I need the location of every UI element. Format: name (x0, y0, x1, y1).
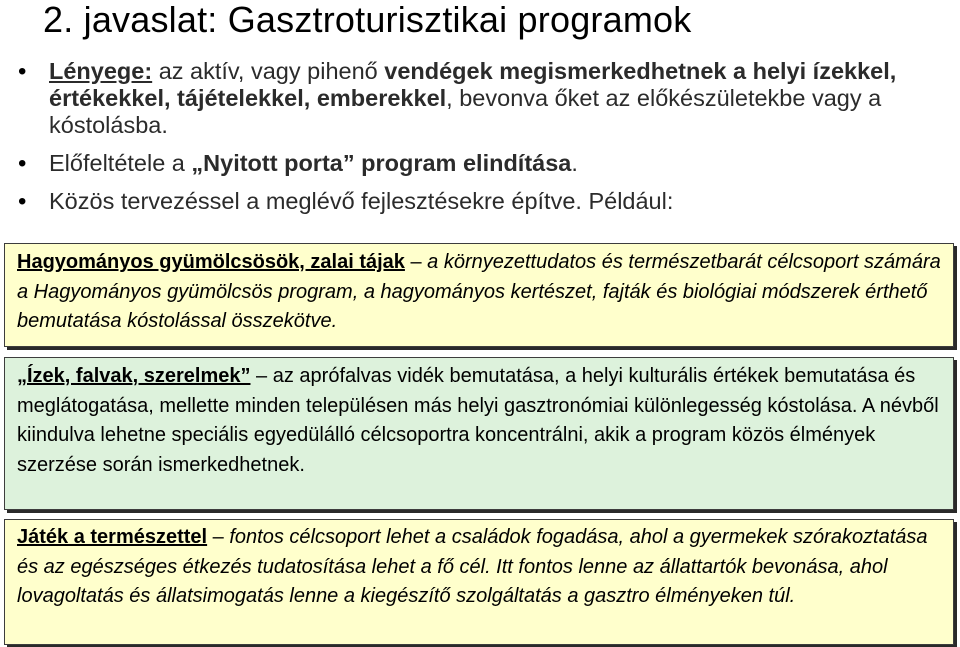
bullet-text: . (571, 150, 578, 176)
bullet-lead-label: Lényege: (49, 58, 153, 84)
program-dash: – (250, 365, 273, 387)
program-box-nature-play (4, 519, 954, 645)
bullet-list (18, 58, 943, 215)
program-title: Hagyományos gyümölcsösök, zalai tájak (17, 251, 405, 273)
bullet-highlight: „Nyitott porta (191, 150, 343, 176)
bullet-planning (18, 188, 943, 215)
program-title: „Ízek, falvak, szerelmek” (17, 365, 251, 387)
bullet-highlight: vendégek megismerkedhetnek a helyi ízekkel, értékekkel, tájételekkel, emberekkel (49, 58, 897, 111)
bullet-text: , bevonva őket az előkészületekbe vagy a kóstolásba. (49, 85, 882, 138)
program-box-orchards (4, 243, 954, 347)
bullet-essence (18, 58, 943, 139)
program-dash: – (404, 251, 428, 273)
bullet-text: Közös tervezéssel a meglévő fejlesztésekre építve. Például: (49, 188, 674, 214)
program-description: fontos célcsoport lehet a családok fogadása, ahol a gyermekek szórakoztatása és az egészséges étkezés tudatosítása lehet a fő cél. Itt fontos lenne az állattartók bevonása, ahol lovagoltatás és állatsimogatás lenne a kiegészítő szolgáltatás a gasztro élményeken túl. (17, 526, 928, 607)
bullet-quote-close: ” (342, 150, 362, 176)
bullet-highlight: program elindítása (361, 150, 572, 176)
bullet-text: az aktív, vagy pihenő (152, 58, 385, 84)
bullet-text: Előfeltétele a (49, 150, 192, 176)
program-title: Játék a természettel (17, 526, 208, 548)
program-description: a környezettudatos és természetbarát célcsoport számára a Hagyományos gyümölcsös program, a hagyományos kertészet, fajták és biológiai módszerek érthető bemutatása kóstolással összekötve. (17, 251, 941, 332)
slide-title: 2. javaslat: Gasztroturisztikai programok (43, 0, 692, 40)
program-dash: – (207, 526, 230, 548)
bullet-precondition (18, 150, 943, 177)
program-box-villages (4, 357, 954, 510)
program-description: az aprófalvas vidék bemutatása, a helyi kulturális értékek bemutatása és meglátogatása, mellette minden településen más helyi gasztronómiai különlegesség kóstolása. A névből kiindulva lehetne speciális egyedülálló célcsoportra koncentrálni, akik a program közös élmények szerzése során ismerkedhetnek. (17, 365, 939, 476)
